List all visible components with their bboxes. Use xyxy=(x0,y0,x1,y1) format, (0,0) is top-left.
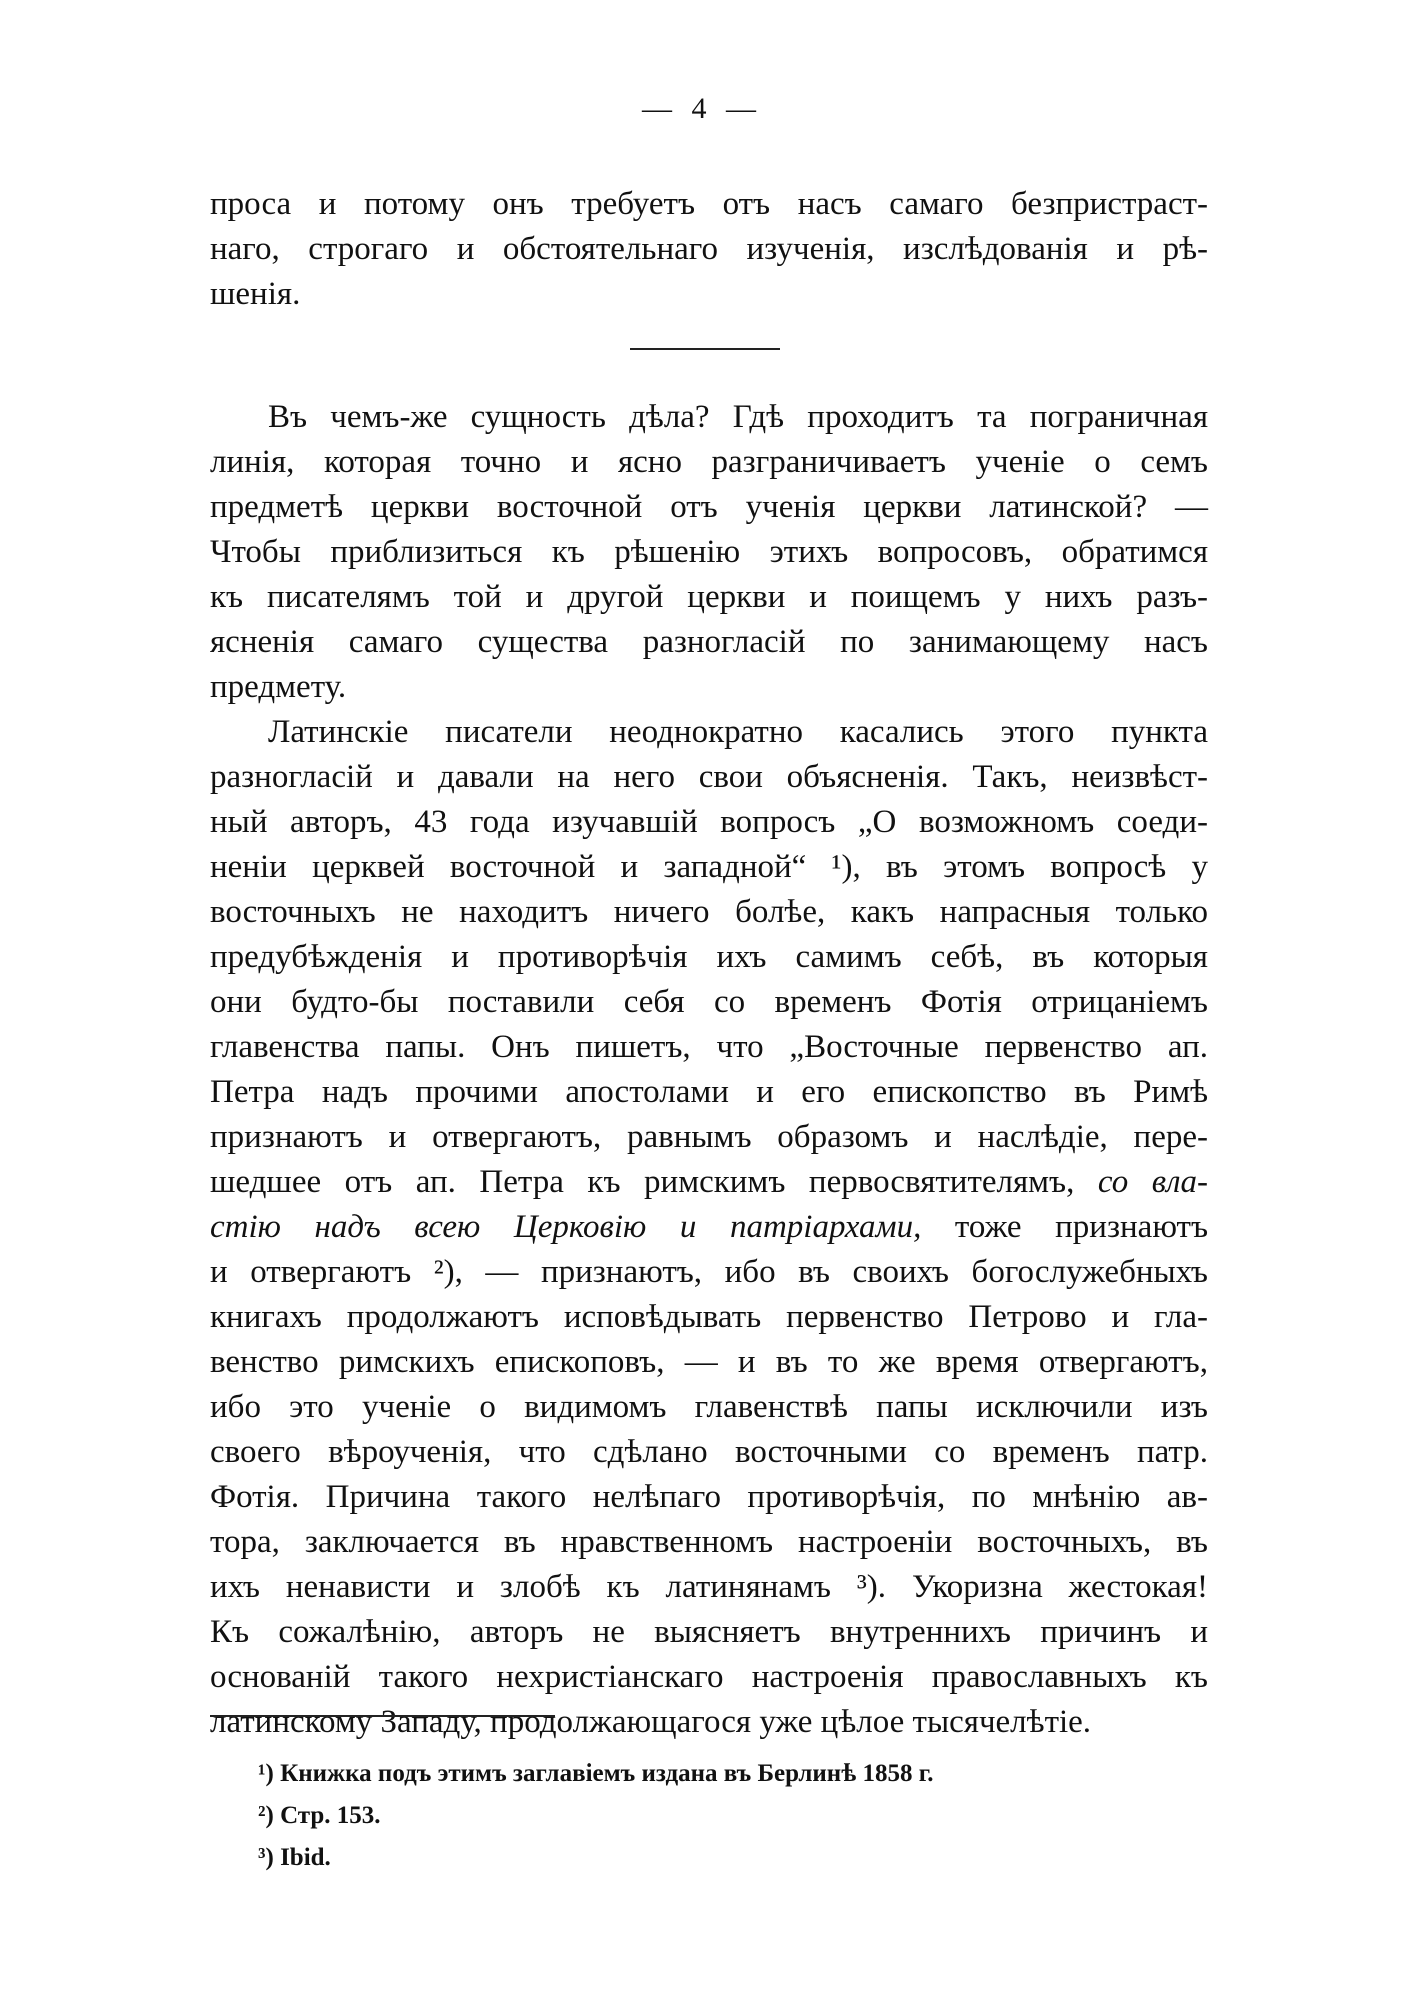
text-line: Латинскіе писатели неоднократно касались этого пункта xyxy=(268,714,1208,750)
text-line: предметѣ церкви восточной отъ ученія церкви латинской? — xyxy=(210,489,1208,525)
italic-text: стію надъ всею Церковію и патріархами, xyxy=(210,1209,922,1245)
text-line: разногласій и давали на него свои объясненія. Такъ, неизвѣст- xyxy=(210,759,1208,795)
text-line: Фотія. Причина такого нелѣпаго противорѣчія, по мнѣнію ав- xyxy=(210,1479,1208,1515)
text-line: линія, которая точно и ясно разграничиваетъ ученіе о семъ xyxy=(210,444,1208,480)
text-line: предубѣжденія и противорѣчія ихъ самимъ себѣ, въ которыя xyxy=(210,939,1208,975)
text-line-mixed xyxy=(210,1205,1208,1250)
footnote: ³) Ibid. xyxy=(258,1844,331,1871)
text-line: своего вѣроученія, что сдѣлано восточными со временъ патр. xyxy=(210,1434,1208,1470)
text-line: наго, строгаго и обстоятельнаго изученія, изслѣдованія и рѣ- xyxy=(210,231,1208,267)
text-line: основаній такого нехристіанскаго настроенія православныхъ къ xyxy=(210,1659,1208,1695)
text-line: восточныхъ не находитъ ничего болѣе, какъ напрасныя только xyxy=(210,894,1208,930)
paragraph-continuation xyxy=(210,182,1208,317)
text-line: главенства папы. Онъ пишетъ, что „Восточные первенство ап. xyxy=(210,1029,1208,1065)
text-line: шенія. xyxy=(210,276,301,312)
text-segment: тоже признаютъ xyxy=(954,1209,1209,1245)
text-line: Въ чемъ-же сущность дѣла? Гдѣ проходитъ та пограничная xyxy=(268,399,1208,435)
footnote: ¹) Книжка подъ этимъ заглавіемъ издана въ Берлинѣ 1858 г. xyxy=(258,1760,934,1787)
italic-text: со влa- xyxy=(1097,1164,1208,1200)
text-line: ибо это ученіе о видимомъ главенствѣ папы исключили изъ xyxy=(210,1389,1208,1425)
text-segment: шедшее отъ ап. Петра къ римскимъ первосвятителямъ, xyxy=(210,1164,1075,1200)
text-line: латинскому Западу, продолжающагося уже цѣлое тысячелѣтіе. xyxy=(210,1704,1092,1740)
main-text xyxy=(210,395,1208,1745)
footnote: ²) Стр. 153. xyxy=(258,1802,381,1829)
text-line: Къ сожалѣнію, авторъ не выясняетъ внутреннихъ причинъ и xyxy=(210,1614,1208,1650)
text-line: проса и потому онъ требуетъ отъ насъ самаго безпристраст- xyxy=(210,186,1208,222)
text-line: Петра надъ прочими апостолами и его епископство въ Римѣ xyxy=(210,1074,1208,1110)
text-line: и отвергаютъ ²), — признаютъ, ибо въ своихъ богослужебныхъ xyxy=(210,1254,1208,1290)
text-line: Чтобы приблизиться къ рѣшенію этихъ вопросовъ, обратимся xyxy=(210,534,1208,570)
page-number: — 4 — xyxy=(642,92,762,125)
text-line: предмету. xyxy=(210,669,347,705)
text-line: венство римскихъ епископовъ, — и въ то же время отвергаютъ, xyxy=(210,1344,1208,1380)
section-separator xyxy=(630,348,780,350)
text-line: тора, заключается въ нравственномъ настроеніи восточныхъ, въ xyxy=(210,1524,1208,1560)
text-line-mixed xyxy=(210,1160,1208,1205)
text-line: признаютъ и отвергаютъ, равнымъ образомъ и наслѣдіе, пере- xyxy=(210,1119,1208,1155)
text-line: ный авторъ, 43 года изучавшій вопросъ „О возможномъ соеди- xyxy=(210,804,1208,840)
footnotes xyxy=(258,1753,1158,1879)
text-line: ихъ ненависти и злобѣ къ латинянамъ ³). Укоризна жестокая! xyxy=(210,1569,1208,1605)
text-line: они будто-бы поставили себя со временъ Фотія отрицаніемъ xyxy=(210,984,1208,1020)
footnote-divider xyxy=(210,1715,555,1717)
text-line: ясненія самаго существа разногласій по занимающему насъ xyxy=(210,624,1208,660)
text-line: къ писателямъ той и другой церкви и поищемъ у нихъ разъ- xyxy=(210,579,1208,615)
text-line: книгахъ продолжаютъ исповѣдывать первенство Петрово и гла- xyxy=(210,1299,1208,1335)
text-line: неніи церквей восточной и западной“ ¹), въ этомъ вопросѣ у xyxy=(210,849,1208,885)
